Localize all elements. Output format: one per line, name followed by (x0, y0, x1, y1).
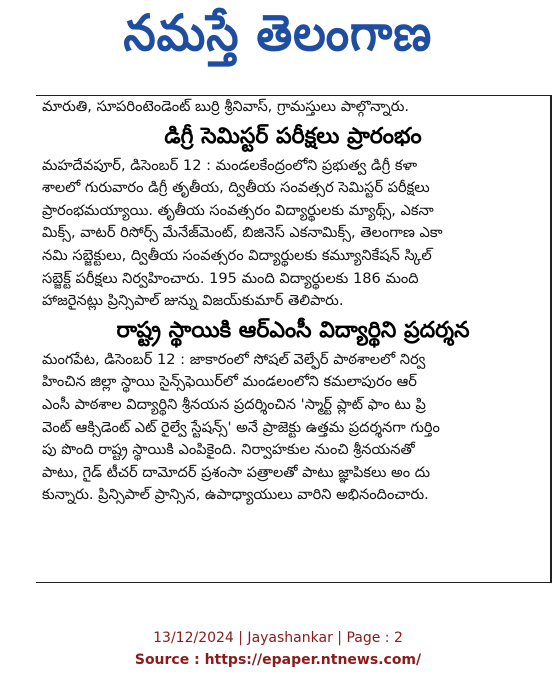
text-line: హించిన జిల్లా స్థాయి సైన్స్‌ఫెయిర్‌లో మండలంలోని కమలాపురం ఆర్ (42, 373, 417, 391)
article1-headline: డిగ్రీ సెమిస్టర్ పరీక్షలు ప్రారంభం (164, 123, 422, 149)
text-line: మహదేవపూర్, డిసెంబర్ 12 : మండలకేంద్రంలోని ప్రభుత్వ డిగ్రీ కళా (42, 156, 418, 174)
text-line: సబ్జెక్ట్ పరీక్షలు నిర్వహించారు. 195 మంది విద్యార్థులకు 186 మంది (42, 269, 419, 287)
text-line: ఎంసీ పాఠశాల విద్యార్థిని శ్రీనయన ప్రదర్శించిన 'స్మార్ట్ ప్లాట్ ఫాం టు ప్రి (42, 395, 426, 413)
text-line: మంగపేట, డిసెంబర్ 12 : జాకారంలో సోషల్ వెల్ఫేర్ పాఠశాలలో నిర్వ (42, 350, 426, 368)
text-line: వెంట్ ఆక్సిడెంట్ ఎట్ రైల్వే స్టేషన్స్' అనే ప్రాజెక్టు ఉత్తమ ప్రదర్శనగా గుర్తిం (42, 418, 440, 436)
news-clipping (36, 95, 552, 583)
masthead-title: నమస్తే తెలంగాణ (123, 3, 433, 62)
newspaper-masthead (0, 0, 556, 78)
text-line: ప్రారంభమయ్యాయి. తృతీయ సంవత్సరం విద్యార్థులకు మ్యాథ్స్, ఎకనా (42, 201, 434, 219)
previous-article-tail (36, 96, 550, 119)
text-line: కున్నారు. ప్రిన్సిపాల్ ప్రాన్సిన, ఉపాధ్యాయులు వారిని అభినందించారు. (42, 486, 429, 504)
footer-source-line: Source : https://epaper.ntnews.com/ (134, 652, 422, 668)
text-line: మిక్స్, వాటర్ రిసోర్స్ మేనేజ్‌మెంట్, బిజినెస్ ఎకనామిక్స్, తెలంగాణ ఎకా (42, 224, 443, 242)
text-line: నమి సబ్జెక్టులు, ద్వితీయ సంవత్సరం విద్యార్థులకు కమ్యూనికేషన్ స్కిల్ (42, 246, 432, 264)
text-line: పాటు, గైడ్ టీచర్ దామోదర్ ప్రశంసా పత్రాలతో పాటు జ్ఞాపికలు అం దు (42, 463, 431, 481)
footer-date-line: 13/12/2024 | Jayashankar | Page : 2 (153, 630, 403, 646)
text-line: శాలలో గురువారం డిగ్రీ తృతీయ, ద్వితీయ సంవత్సర సెమిస్టర్ పరీక్షలు (42, 179, 430, 197)
article2-headline: రాష్ట్ర స్థాయికి ఆర్ఎంసీ విద్యార్థిని ప్రదర్శన (116, 317, 470, 343)
text-line: పు పొంది రాష్ట్ర స్థాయికి ఎంపికైంది. నిర్వాహకుల నుంచి శ్రీనయనతో (42, 441, 415, 459)
article2-body (36, 349, 550, 507)
article1-body (36, 155, 550, 313)
text-line: హాజరైనట్లు ప్రిన్సిపాల్ జున్ను విజయ్‌కుమార్ తెలిపారు. (42, 292, 344, 310)
text-line: మారుతి, సూపరింటెండెంట్ బుర్రి శ్రీనివాస్, గ్రామస్తులు పాల్గొన్నారు. (42, 98, 410, 115)
